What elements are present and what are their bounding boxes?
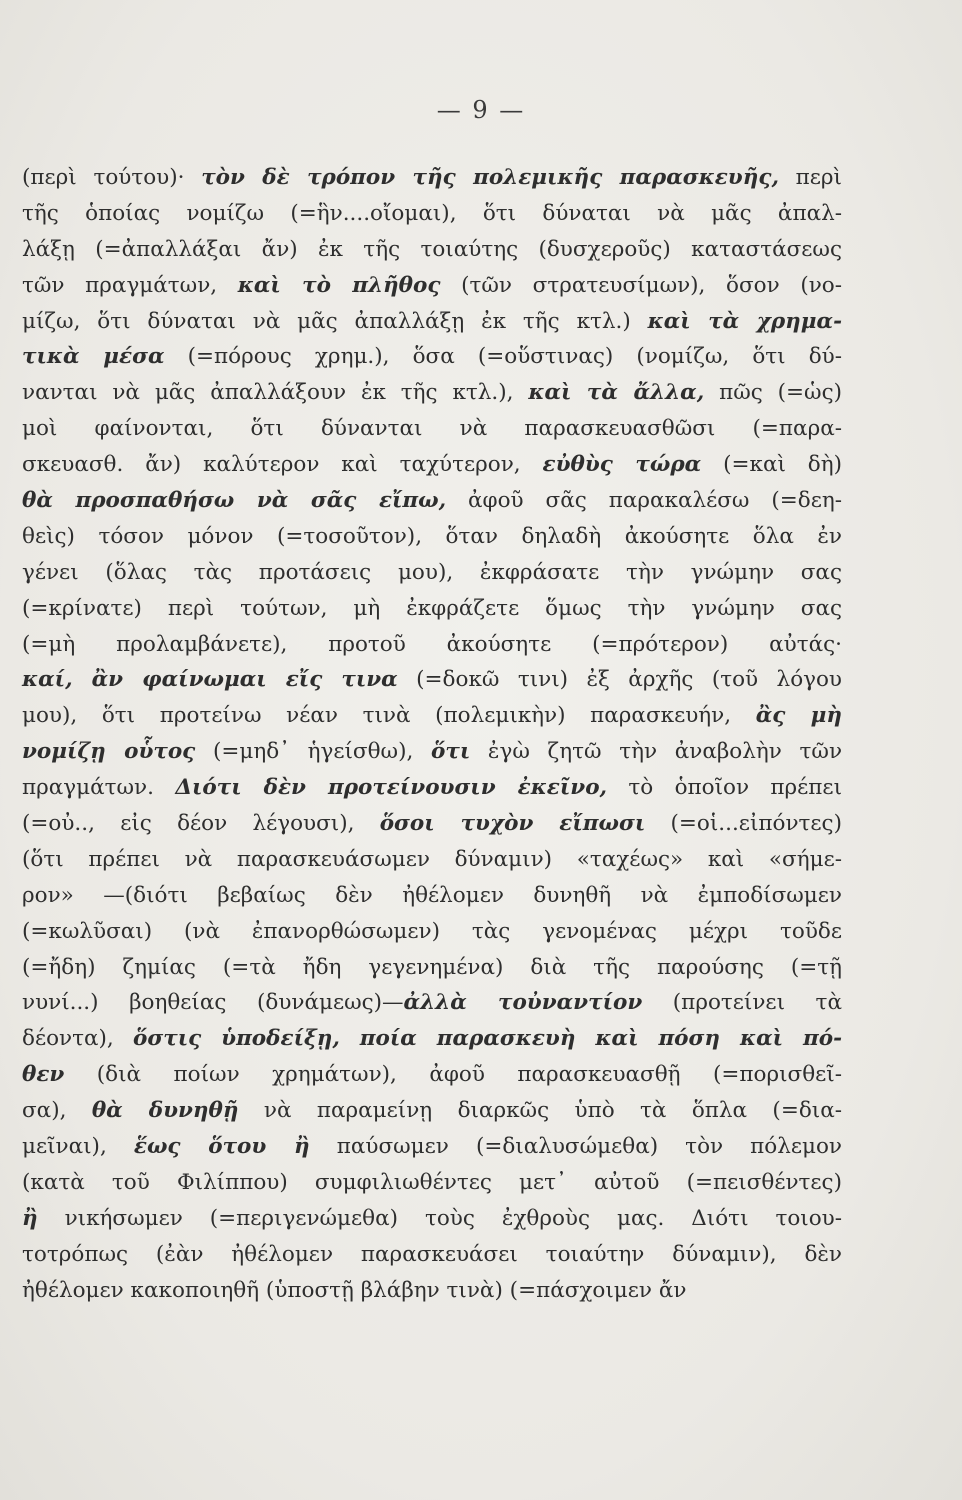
- text-line: [22, 842, 842, 878]
- text-line: [22, 698, 842, 734]
- text-segment: (κατὰ τοῦ Φιλίππου) συμφιλιωθέντες μετ᾽ αὐτοῦ (=πεισθέντες): [22, 1169, 842, 1195]
- text-line: [22, 662, 842, 698]
- text-line: [22, 268, 842, 304]
- body-text: [22, 160, 842, 1309]
- text-line: [22, 1057, 842, 1093]
- text-segment: σα),: [22, 1098, 92, 1124]
- text-segment: νυνί...) βοηθείας (δυνάμεως)—: [22, 990, 404, 1016]
- text-line: [22, 232, 842, 268]
- text-segment: νανται νὰ μᾶς ἀπαλλάξουν ἐκ τῆς κτλ.),: [22, 380, 529, 406]
- emphasized-text: ὅσοι τυχὸν εἴπωσι: [379, 811, 646, 837]
- text-segment: (=οἱ...εἰπόντες): [645, 811, 842, 837]
- emphasized-text: καὶ τὰ χρημα-: [647, 308, 842, 334]
- text-segment: παύσωμεν (=διαλυσώμεθα) τὸν πόλεμον: [309, 1134, 842, 1160]
- text-segment: (διὰ ποίων χρημάτων), ἀφοῦ παρασκευασθῇ (=πορισθεῖ-: [64, 1062, 842, 1088]
- text-line: [22, 734, 842, 770]
- text-line: [22, 1201, 842, 1237]
- emphasized-text: ἢ: [22, 1205, 38, 1231]
- text-segment: (=κωλῦσαι) (νὰ ἐπανορθώσωμεν) τὰς γενομένας μέχρι τοῦδε: [22, 918, 842, 944]
- emphasized-text: ἀλλὰ τοὐναντίον: [403, 990, 643, 1016]
- text-segment: (=μηδ᾽ ἡγείσθω),: [195, 739, 432, 765]
- emphasized-text: καὶ τὸ πλῆθος: [237, 272, 441, 298]
- text-line: [22, 1165, 842, 1201]
- emphasized-text: ἂς μὴ: [755, 703, 842, 729]
- text-segment: (=καὶ δὴ): [701, 452, 843, 478]
- text-segment: λάξῃ (=ἀπαλλάξαι ἄν) ἐκ τῆς τοιαύτης (δυσχεροῦς) καταστάσεως: [22, 236, 842, 262]
- text-segment: ἐγὼ ζητῶ τὴν ἀναβολὴν τῶν: [470, 739, 843, 765]
- text-segment: (=πόρους χρημ.), ὅσα (=οὕστινας) (νομίζω, ὅτι δύ-: [164, 344, 842, 370]
- text-line: [22, 447, 842, 483]
- emphasized-text: ἕως ὅτου ἢ: [133, 1134, 310, 1160]
- text-segment: δέοντα),: [22, 1026, 134, 1052]
- text-line: [22, 1237, 842, 1273]
- text-line: [22, 304, 842, 340]
- text-segment: ρον» —(διότι βεβαίως δὲν ἠθέλομεν δυνηθῆ νὰ ἐμποδίσωμεν: [22, 882, 842, 908]
- text-segment: μου), ὅτι προτείνω νέαν τινὰ (πολεμικὴν) παρασκευήν,: [22, 703, 756, 729]
- text-segment: (=οὐ.., εἰς δέον λέγουσι),: [22, 811, 380, 837]
- text-line: [22, 483, 842, 519]
- text-segment: (=δοκῶ τινι) ἐξ ἀρχῆς (τοῦ λόγου: [397, 667, 842, 693]
- text-line: [22, 411, 842, 447]
- text-segment: τὸ ὁποῖον πρέπει: [607, 775, 842, 801]
- emphasized-text: θὰ δυνηθῇ: [91, 1098, 239, 1124]
- text-segment: μίζω, ὅτι δύναται νὰ μᾶς ἀπαλλάξῃ ἐκ τῆς κτλ.): [22, 308, 648, 334]
- emphasized-text: ὅτι: [431, 739, 471, 765]
- page-number: — 9 —: [436, 96, 526, 124]
- text-line: [22, 1093, 842, 1129]
- text-segment: μεῖναι),: [22, 1134, 134, 1160]
- text-line: [22, 878, 842, 914]
- text-segment: γένει (ὅλας τὰς προτάσεις μου), ἐκφράσατε τὴν γνώμην σας: [22, 559, 842, 585]
- text-segment: πῶς (=ὡς): [704, 380, 842, 406]
- text-segment: ἀφοῦ σᾶς παρακαλέσω (=δεη-: [446, 488, 842, 514]
- text-segment: πραγμάτων.: [22, 775, 176, 801]
- text-segment: (=ἤδη) ζημίας (=τὰ ἤδη γεγενημένα) διὰ τῆς παρούσης (=τῇ: [22, 954, 842, 980]
- text-line: [22, 196, 842, 232]
- text-segment: τοτρόπως (ἐὰν ἠθέλομεν παρασκευάσει τοιαύτην δύναμιν), δὲν: [22, 1241, 842, 1267]
- text-segment: (=κρίνατε) περὶ τούτων, μὴ ἐκφράζετε ὅμως τὴν γνώμην σας: [22, 595, 842, 621]
- emphasized-text: θεν: [22, 1062, 65, 1088]
- text-segment: ἠθέλομεν κακοποιηθῆ (ὑποστῇ βλάβην τινὰ) (=πάσχοιμεν ἄν: [22, 1277, 687, 1303]
- emphasized-text: καὶ τὰ ἄλλα,: [528, 380, 705, 406]
- text-line: [22, 1129, 842, 1165]
- text-line: [22, 806, 842, 842]
- text-line: [22, 591, 842, 627]
- text-line: [22, 1021, 842, 1057]
- text-line: [22, 950, 842, 986]
- text-line: [22, 985, 842, 1021]
- text-segment: περὶ: [778, 165, 842, 190]
- text-segment: (περὶ τούτου)·: [22, 165, 202, 190]
- text-line: [22, 519, 842, 555]
- emphasized-text: θὰ προσπαθήσω νὰ σᾶς εἴπω,: [22, 488, 447, 514]
- text-line: [22, 1273, 842, 1309]
- text-line: [22, 914, 842, 950]
- text-segment: νὰ παραμείνῃ διαρκῶς ὑπὸ τὰ ὅπλα (=δια-: [238, 1098, 842, 1124]
- text-line: [22, 770, 842, 806]
- text-segment: (=μὴ προλαμβάνετε), προτοῦ ἀκούσητε (=πρότερον) αὐτάς·: [22, 631, 842, 657]
- emphasized-text: καί, ἂν φαίνωμαι εἴς τινα: [22, 667, 398, 693]
- text-line: [22, 160, 842, 196]
- text-line: [22, 555, 842, 591]
- emphasized-text: τὸν δὲ τρόπον τῆς πολεμικῆς παρασκευῆς,: [201, 165, 779, 190]
- text-segment: σκευασθ. ἄν) καλύτερον καὶ ταχύτερον,: [22, 452, 543, 478]
- emphasized-text: Διότι δὲν προτείνουσιν ἐκεῖνο,: [175, 775, 608, 801]
- text-segment: νικήσωμεν (=περιγενώμεθα) τοὺς ἐχθροὺς μας. Διότι τοιου-: [37, 1205, 842, 1231]
- text-segment: θεὶς) τόσον μόνον (=τοσοῦτον), ὅταν δηλαδὴ ἀκούσητε ὅλα ἐν: [22, 523, 842, 549]
- emphasized-text: τικὰ μέσα: [22, 344, 165, 370]
- text-line: [22, 627, 842, 663]
- text-segment: (ὅτι πρέπει νὰ παρασκευάσωμεν δύναμιν) «ταχέως» καὶ «σήμε-: [22, 846, 842, 872]
- text-segment: μοὶ φαίνονται, ὅτι δύνανται νὰ παρασκευασθῶσι (=παρα-: [22, 416, 842, 442]
- text-line: [22, 375, 842, 411]
- text-segment: τῶν πραγμάτων,: [22, 272, 238, 298]
- emphasized-text: ὅστις ὑποδείξῃ, ποία παρασκευὴ καὶ πόση καὶ πό-: [133, 1026, 842, 1052]
- text-line: [22, 339, 842, 375]
- text-segment: (τῶν στρατευσίμων), ὅσον (νο-: [440, 272, 842, 298]
- text-segment: τῆς ὁποίας νομίζω (=ἣν....οἴομαι), ὅτι δύναται νὰ μᾶς ἀπαλ-: [22, 200, 842, 226]
- emphasized-text: νομίζῃ οὗτος: [22, 739, 196, 765]
- text-segment: (προτείνει τὰ: [642, 990, 842, 1016]
- emphasized-text: εὐθὺς τώρα: [542, 452, 702, 478]
